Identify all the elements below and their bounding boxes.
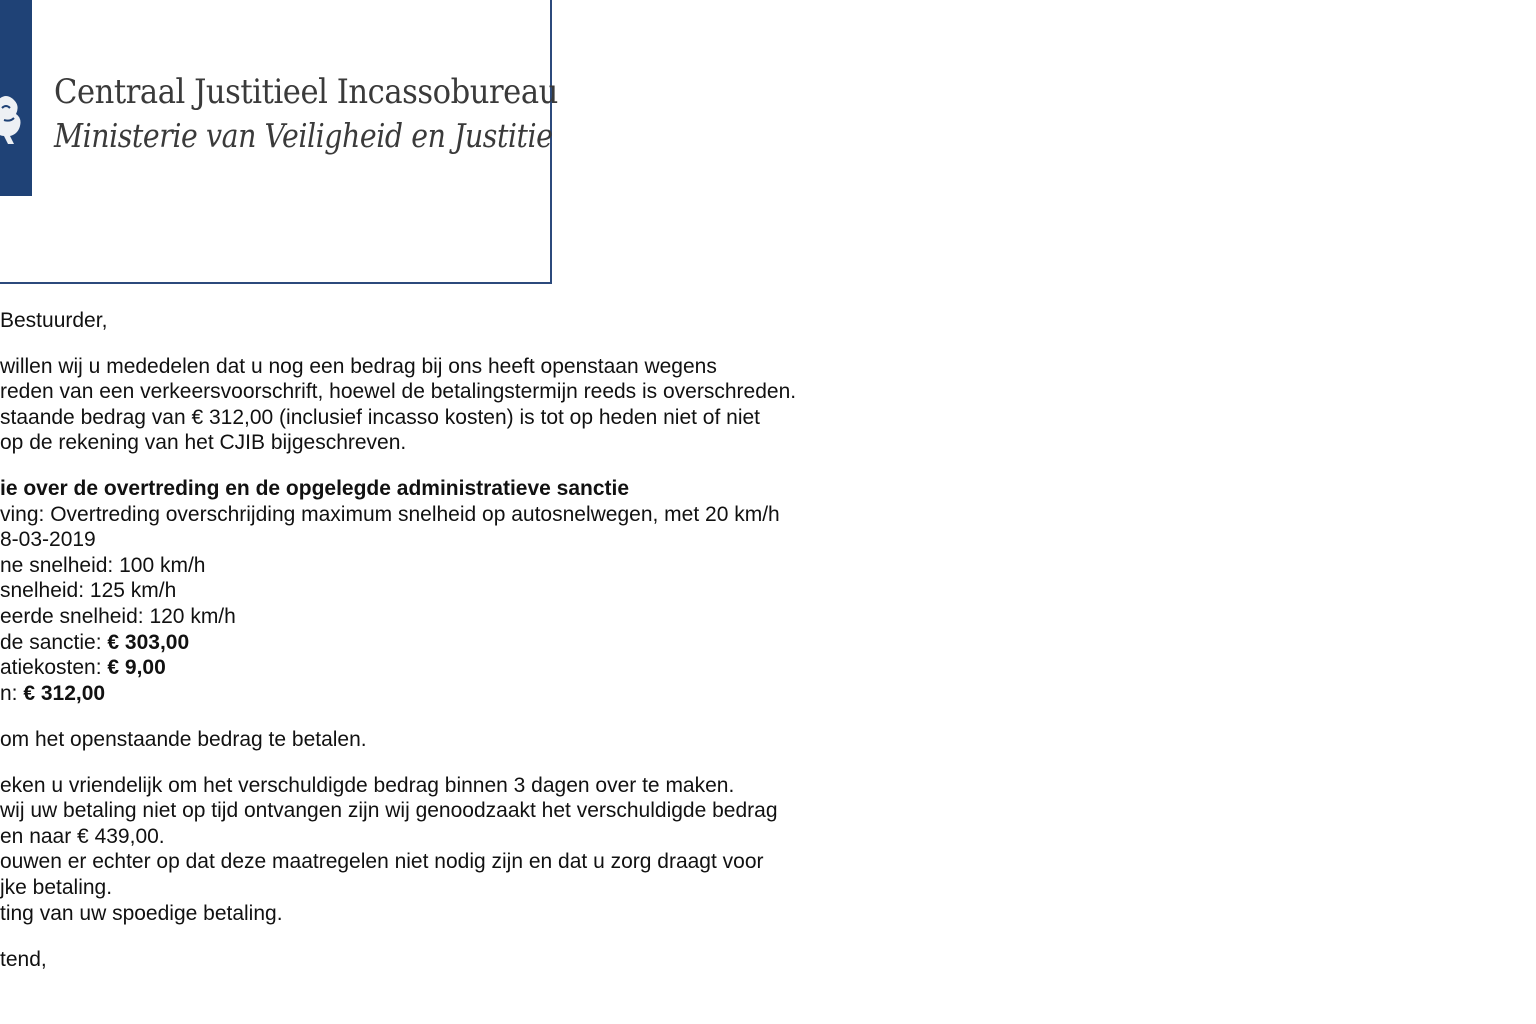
detail-date: 8-03-2019: [0, 528, 96, 551]
detail-measured-speed: snelheid: 125 km/h: [0, 579, 177, 602]
signoff: tend,: [0, 948, 47, 971]
sanction-label: de sanctie:: [0, 631, 108, 654]
closing-line-4: ouwen er echter op dat deze maatregelen niet nodig zijn en dat u zorg draagt voor: [0, 850, 764, 873]
closing-line-3: en naar € 439,00.: [0, 825, 165, 848]
ministry-name: Ministerie van Veiligheid en Justitie: [54, 116, 553, 155]
intro-line-1: willen wij u mededelen dat u nog een bedrag bij ons heeft openstaan wegens: [0, 355, 717, 378]
total-value: € 312,00: [23, 682, 106, 705]
total-label: n:: [0, 682, 24, 705]
detail-admin-costs: [0, 656, 166, 680]
admin-costs-value: € 9,00: [107, 656, 166, 679]
detail-corrected-speed: eerde snelheid: 120 km/h: [0, 605, 236, 628]
pay-line: om het openstaande bedrag te betalen.: [0, 728, 367, 751]
intro-line-4: op de rekening van het CJIB bijgeschreven.: [0, 431, 407, 454]
closing-line-1: eken u vriendelijk om het verschuldigde bedrag binnen 3 dagen over te maken.: [0, 774, 735, 797]
lion-emblem-icon: [0, 86, 32, 156]
details-heading: ie over de overtreding en de opgelegde administratieve sanctie: [0, 477, 630, 500]
intro-line-3: staande bedrag van € 312,00 (inclusief incasso kosten) is tot op heden niet of niet: [0, 406, 760, 429]
detail-total: [0, 682, 105, 706]
detail-description: ving: Overtreding overschrijding maximum snelheid op autosnelwegen, met 20 km/h: [0, 503, 780, 526]
intro-line-2: reden van een verkeersvoorschrift, hoewel de betalingstermijn reeds is overschreden.: [0, 380, 797, 403]
admin-costs-label: atiekosten:: [0, 656, 108, 679]
closing-line-2: wij uw betaling niet op tijd ontvangen zijn wij genoodzaakt het verschuldigde bedrag: [0, 799, 778, 822]
organization-name: Centraal Justitieel Incassobureau: [54, 72, 558, 112]
detail-sanction: [0, 631, 189, 655]
closing-line-6: ting van uw spoedige betaling.: [0, 902, 283, 925]
letterhead: [0, 0, 558, 284]
detail-max-speed: ne snelheid: 100 km/h: [0, 554, 206, 577]
salutation: Bestuurder,: [0, 309, 108, 332]
closing-line-5: jke betaling.: [0, 876, 113, 899]
sanction-value: € 303,00: [107, 631, 190, 654]
